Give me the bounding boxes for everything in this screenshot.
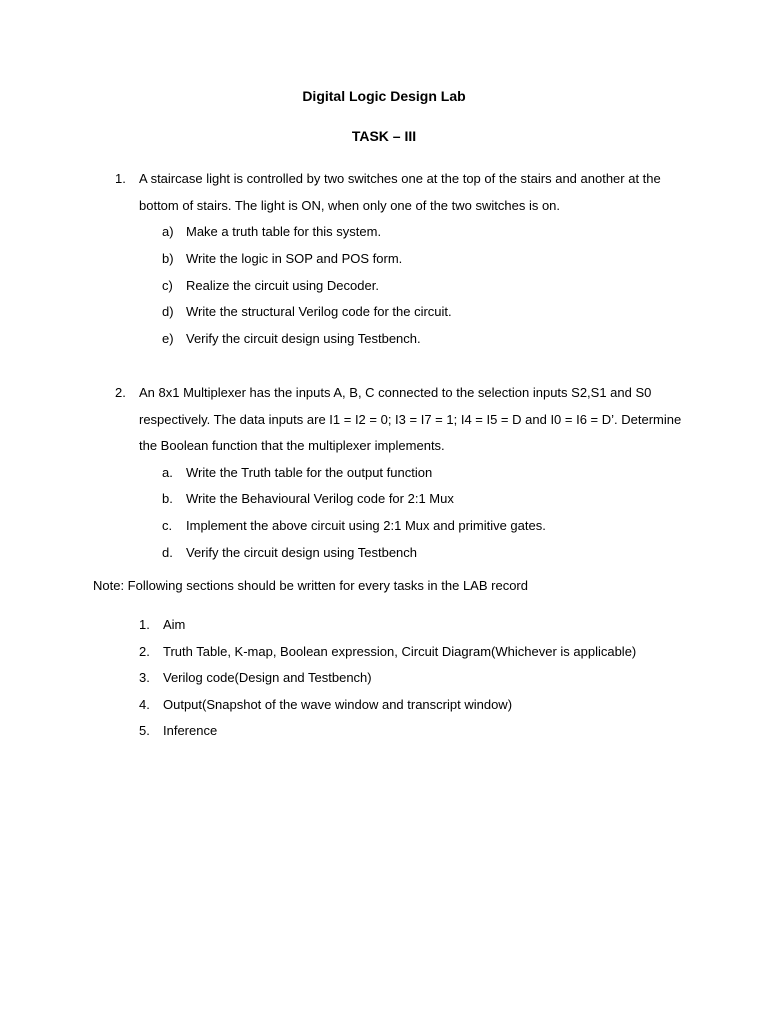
list-marker: c. [162, 518, 173, 534]
list-marker: a. [162, 464, 173, 480]
list-item-text: Realize the circuit using Decoder. [186, 277, 379, 293]
list-marker: c) [162, 277, 173, 293]
list-item [139, 486, 689, 513]
list-item [139, 326, 689, 353]
list-item [139, 612, 636, 639]
task-heading: TASK – III [351, 128, 417, 144]
question-number: 2. [115, 385, 126, 400]
list-item-text: Aim [163, 617, 186, 632]
list-marker: d) [162, 304, 174, 320]
list-item [139, 692, 636, 719]
list-item-text: Write the structural Verilog code for the circuit. [186, 304, 452, 320]
list-item [139, 299, 689, 326]
page-title: Digital Logic Design Lab [302, 88, 466, 104]
question-1-subtasks [139, 219, 689, 353]
list-item-text: Implement the above circuit using 2:1 Mux and primitive gates. [186, 518, 546, 534]
list-marker: 1. [139, 617, 150, 632]
list-item [139, 273, 689, 300]
list-marker: b) [162, 250, 174, 266]
list-item [139, 460, 689, 487]
list-marker: a) [162, 224, 174, 239]
list-item [139, 718, 636, 745]
list-item [139, 639, 637, 666]
list-item-text: Write the Truth table for the output function [186, 464, 433, 480]
list-marker: e) [162, 331, 174, 347]
question-text: A staircase light is controlled by two switches one at the top of the stairs and another at the bottom of stairs. The light is ON, when only one of the two switches is on. [139, 171, 661, 213]
question-2-subtasks [139, 460, 689, 567]
list-item-text: Verify the circuit design using Testbench [186, 544, 418, 560]
list-item-text: Verify the circuit design using Testbench. [186, 331, 421, 347]
list-item-text: Write the Behavioural Verilog code for 2:1 Mux [186, 491, 454, 507]
list-item-text: Truth Table, K-map, Boolean expression, Circuit Diagram(Whichever is applicable) [163, 643, 637, 659]
list-item [139, 540, 689, 567]
question-number: 1. [115, 171, 126, 186]
note-text: Note: Following sections should be written for every tasks in the LAB record [93, 578, 528, 593]
list-item-text: Output(Snapshot of the wave window and transcript window) [163, 696, 513, 712]
list-marker: 2. [139, 643, 150, 659]
list-item-text: Make a truth table for this system. [186, 224, 382, 239]
question-text: An 8x1 Multiplexer has the inputs A, B, C connected to the selection inputs S2,S1 and S0 respectively. The data inputs are I1 = I2 = 0; I3 = I7 = 1; I4 = I5 = D and I0 = I6 = D’. Determine the Boolean function that the multiplexer implements. [139, 385, 682, 453]
list-item [139, 513, 689, 540]
list-item [139, 246, 689, 273]
question-1 [115, 166, 689, 353]
question-2 [115, 380, 689, 567]
list-marker: d. [162, 544, 173, 560]
list-item-text: Inference [163, 723, 218, 738]
list-item-text: Write the logic in SOP and POS form. [186, 250, 403, 266]
list-marker: 3. [139, 670, 150, 685]
list-marker: 4. [139, 696, 150, 712]
record-sections-list [139, 612, 637, 745]
list-marker: 5. [139, 723, 150, 738]
list-item [139, 665, 636, 692]
list-marker: b. [162, 491, 173, 507]
list-item [139, 219, 689, 246]
list-item-text: Verilog code(Design and Testbench) [163, 670, 372, 685]
